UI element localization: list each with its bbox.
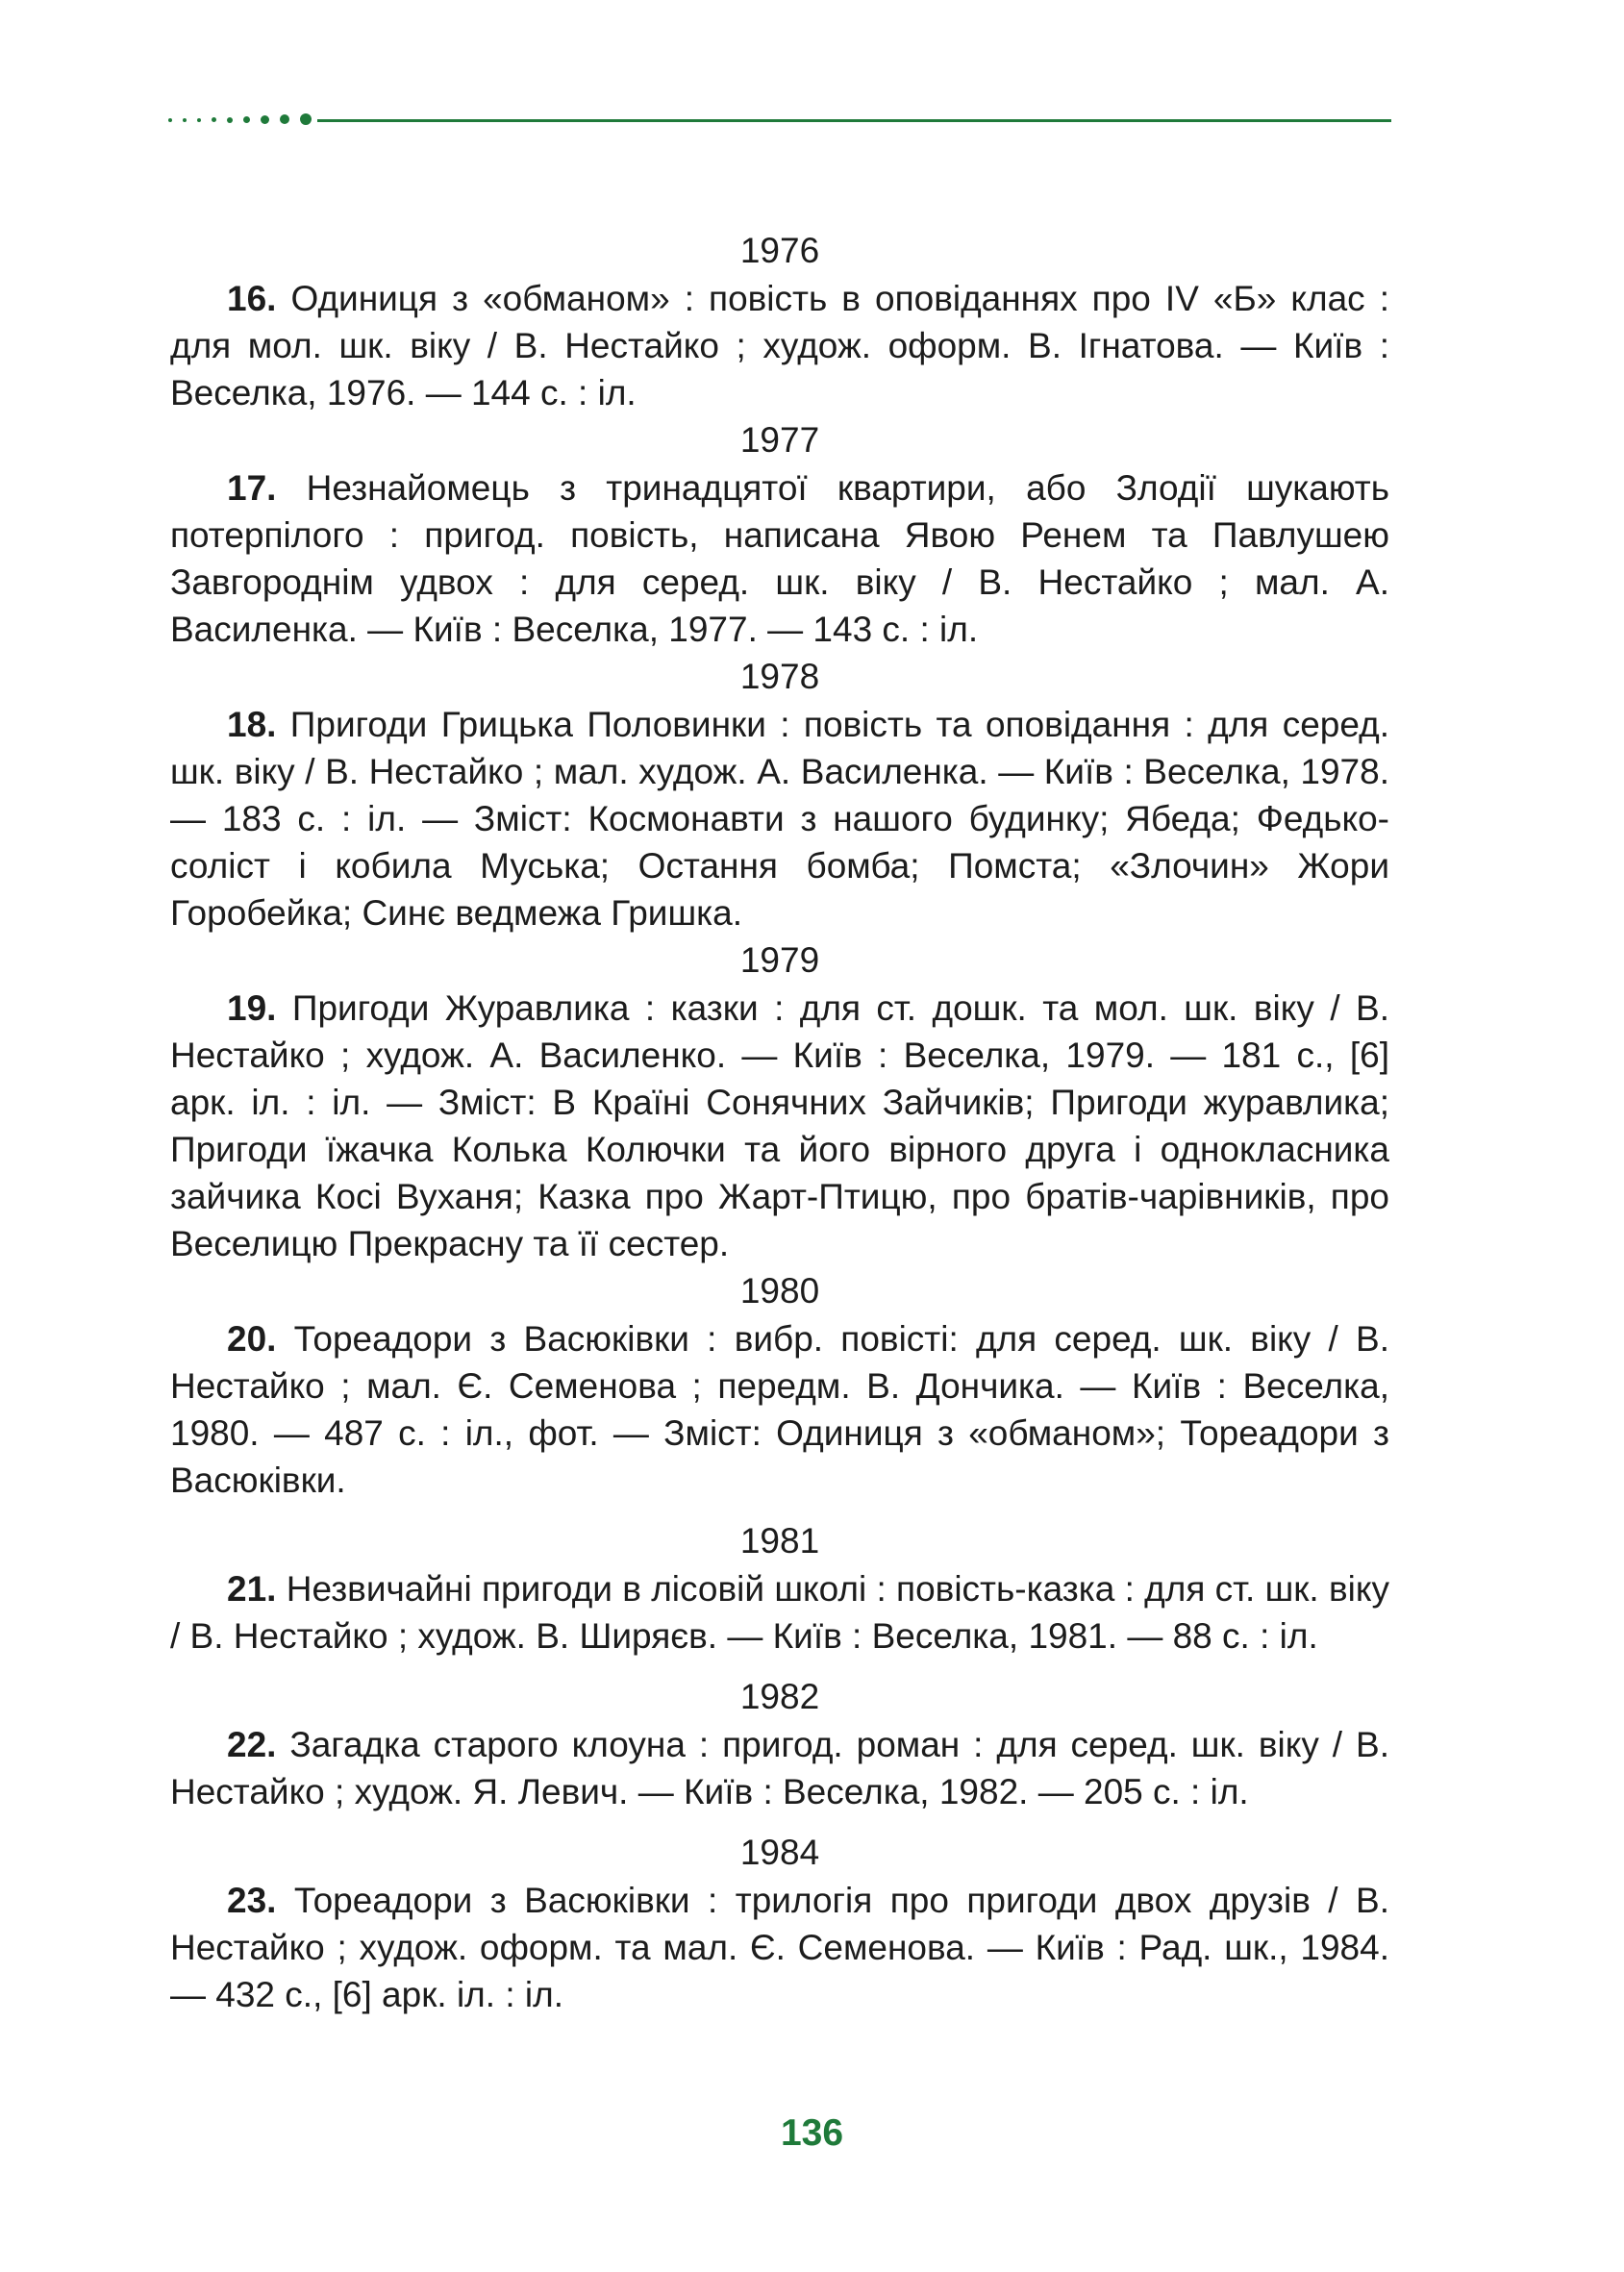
- entry-number: 23.: [227, 1881, 277, 1920]
- bibliography-entry: [170, 1721, 1389, 1815]
- year-heading: 1977: [739, 420, 820, 460]
- entry-number: 17.: [227, 468, 277, 508]
- header-line: [317, 119, 1391, 122]
- bibliography-entry: [170, 275, 1389, 416]
- bibliography-entry: [170, 701, 1389, 936]
- entry-number: 20.: [227, 1319, 277, 1359]
- year-heading: 1980: [739, 1271, 820, 1311]
- entry-number: 19.: [227, 988, 277, 1028]
- entry-text: Тореадори з Васюківки : трилогія про пригоди двох друзів / В. Нестайко ; худож. оформ. та мал. Є. Семенова. — Київ : Рад. шк., 1984. — 432 с., [6] арк. іл. : іл.: [170, 1881, 1389, 2014]
- entry-text: Загадка старого клоуна : пригод. роман : для серед. шк. віку / В. Нестайко ; худож. Я. Левич. — Київ : Веселка, 1982. — 205 с. : іл.: [170, 1725, 1389, 1811]
- entry-number: 21.: [227, 1569, 277, 1609]
- bibliography-entry: [170, 1565, 1389, 1660]
- bibliography-entry: [170, 1315, 1389, 1504]
- page-number: 136: [780, 2112, 844, 2154]
- entry-number: 18.: [227, 705, 277, 744]
- year-heading: 1976: [739, 231, 820, 270]
- year-heading: 1978: [739, 657, 820, 696]
- entry-number: 22.: [227, 1725, 277, 1764]
- bibliography-entry: [170, 1877, 1389, 2018]
- entry-text: Одиниця з «обманом» : повість в оповіданнях про IV «Б» клас : для мол. шк. віку / В. Нестайко ; худож. оформ. В. Ігнатова. — Київ : Веселка, 1976. — 144 с. : іл.: [170, 279, 1389, 412]
- bibliography-list: [170, 227, 1389, 2018]
- bibliography-entry: [170, 985, 1389, 1267]
- year-heading: 1981: [739, 1521, 820, 1560]
- year-heading: 1982: [739, 1677, 820, 1716]
- bibliography-entry: [170, 464, 1389, 653]
- year-heading: 1984: [739, 1833, 820, 1872]
- entry-text: Пригоди Журавлика : казки : для ст. дошк. та мол. шк. віку / В. Нестайко ; худож. А. Василенко. — Київ : Веселка, 1979. — 181 с., [6] арк. іл. : іл. — Зміст: В Країні Сонячних Зайчиків; Пригоди журавлика; Пригоди їжачка Колька Колючки та його вірного друга і однокласника зайчика Косі Вуханя; Казка про Жарт-Птицю, про братів-чарівників, про Веселицю Прекрасну та її сестер.: [170, 988, 1389, 1263]
- entry-text: Тореадори з Васюківки : вибр. повісті: для серед. шк. віку / В. Нестайко ; мал. Є. Семенова ; передм. В. Дончика. — Київ : Веселка, 1980. — 487 с. : іл., фот. — Зміст: Одиниця з «обманом»; Тореадори з Васюківки.: [170, 1319, 1389, 1500]
- entry-text: Незнайомець з тринадцятої квартири, або Злодії шукають потерпілого : пригод. повість, написана Явою Ренем та Павлушею Завгороднім удвох : для серед. шк. віку / В. Нестайко ; мал. А. Василенка. — Київ : Веселка, 1977. — 143 с. : іл.: [170, 468, 1389, 649]
- year-heading: 1979: [739, 940, 820, 980]
- entry-text: Пригоди Грицька Половинки : повість та оповідання : для серед. шк. віку / В. Нестайко ; мал. худож. А. Василенка. — Київ : Веселка, 1978. — 183 с. : іл. — Зміст: Космонавти з нашого будинку; Ябеда; Федько-соліст і кобила Муська; Остання бомба; Помста; «Злочин» Жори Горобейка; Синє ведмежа Гришка.: [170, 705, 1389, 933]
- entry-number: 16.: [227, 279, 277, 318]
- entry-text: Незвичайні пригоди в лісовій школі : повість-казка : для ст. шк. віку / В. Нестайко ; худож. В. Ширяєв. — Київ : Веселка, 1981. — 88 с. : іл.: [170, 1569, 1389, 1656]
- header-rule: [168, 113, 1391, 127]
